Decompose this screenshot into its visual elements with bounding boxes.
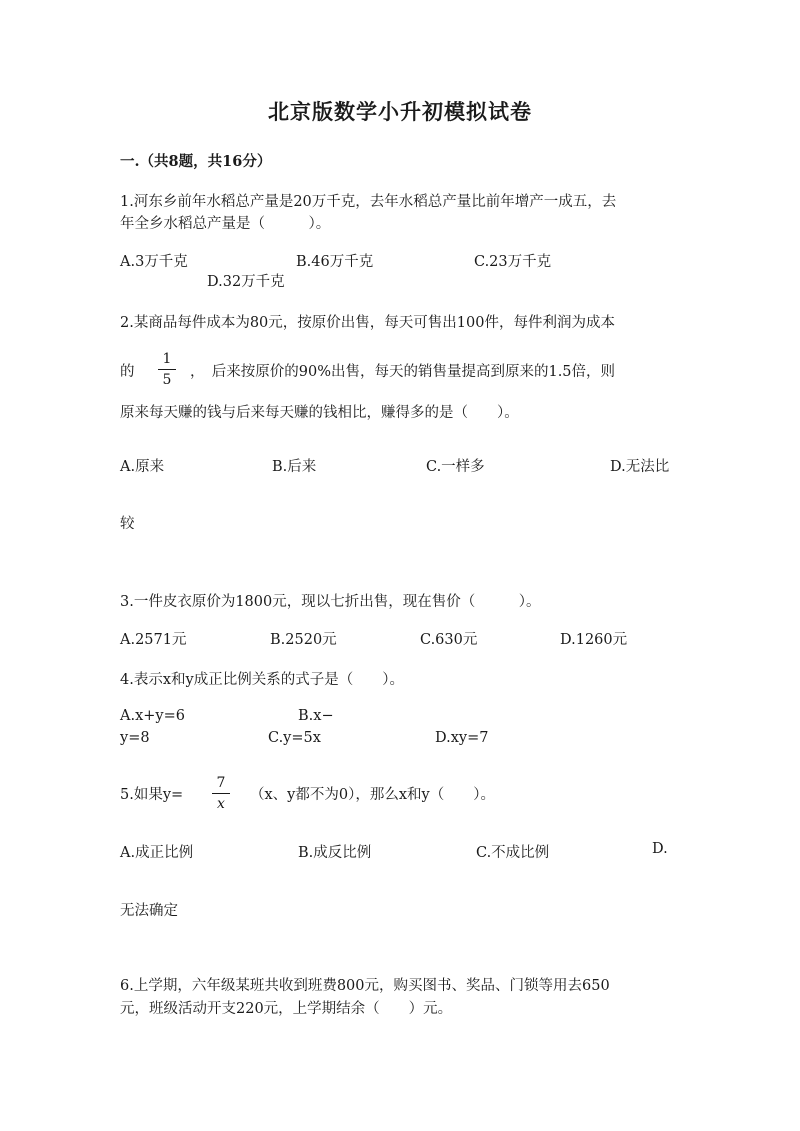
q5-prefix: 5.如果y= xyxy=(120,787,184,803)
q2-option-d-wrap: 较 xyxy=(120,516,135,532)
q2-line-2-prefix: 的 xyxy=(120,364,135,380)
fraction-numerator: 7 xyxy=(216,775,226,791)
q3-option-b: B.2520元 xyxy=(270,632,337,648)
q1-option-c: C.23万千克 xyxy=(474,254,552,270)
q4-option-d: D.xy=7 xyxy=(435,730,489,746)
q5-fraction xyxy=(212,774,230,813)
q5-option-c: C.不成比例 xyxy=(476,845,550,861)
q2-line-2-suffix: ， 后来按原价的90%出售，每天的销售量提高到原来的1.5倍，则 xyxy=(190,364,616,380)
q4-line-1: 4.表示x和y成正比例关系的式子是（ ）。 xyxy=(120,672,404,688)
q1-option-b: B.46万千克 xyxy=(296,254,374,270)
q2-line-3: 原来每天赚的钱与后来每天赚的钱相比，赚得多的是（ ）。 xyxy=(120,405,519,421)
q4-option-b-part-1: B.x− xyxy=(298,708,334,724)
q3-option-d: D.1260元 xyxy=(560,632,628,648)
q2-line-1: 2.某商品每件成本为80元，按原价出售，每天可售出100件，每件利润为成本 xyxy=(120,315,615,331)
q2-option-a: A.原来 xyxy=(120,459,165,475)
q1-option-d: D.32万千克 xyxy=(207,274,285,290)
fraction-denominator: x xyxy=(217,796,225,812)
q2-option-c: C.一样多 xyxy=(426,459,485,475)
q5-option-a: A.成正比例 xyxy=(120,845,194,861)
q3-line-1: 3.一件皮衣原价为1800元，现以七折出售，现在售价（ ）。 xyxy=(120,594,541,610)
q5-suffix: （x、y都不为0），那么x和y（ ）。 xyxy=(250,787,495,803)
fraction-numerator: 1 xyxy=(162,351,172,367)
q1-line-1: 1.河东乡前年水稻总产量是20万千克，去年水稻总产量比前年增产一成五，去 xyxy=(120,194,617,210)
fraction-bar xyxy=(212,793,230,794)
page-title: 北京版数学小升初模拟试卷 xyxy=(268,99,532,124)
q4-option-b-part-2: y=8 xyxy=(120,730,150,746)
fraction-denominator: 5 xyxy=(162,372,172,388)
q5-option-d: D. xyxy=(652,841,668,857)
q5-option-b: B.成反比例 xyxy=(298,845,372,861)
q6-line-2: 元，班级活动开支220元，上学期结余（ ）元。 xyxy=(120,1001,453,1017)
q2-option-b: B.后来 xyxy=(272,459,317,475)
q1-option-a: A.3万千克 xyxy=(120,254,188,270)
q3-option-a: A.2571元 xyxy=(120,632,187,648)
q2-fraction xyxy=(158,350,176,389)
q4-option-a: A.x+y=6 xyxy=(120,708,185,724)
section-header: 一.（共8题，共16分） xyxy=(120,153,272,170)
q2-option-d: D.无法比 xyxy=(610,459,670,475)
q6-line-1: 6.上学期，六年级某班共收到班费800元，购买图书、奖品、门锁等用去650 xyxy=(120,978,610,994)
q3-option-c: C.630元 xyxy=(420,632,478,648)
fraction-bar xyxy=(158,369,176,370)
q5-option-d-wrap: 无法确定 xyxy=(120,903,178,919)
q4-option-c: C.y=5x xyxy=(268,730,321,746)
q1-line-2: 年全乡水稻总产量是（ ）。 xyxy=(120,216,331,232)
